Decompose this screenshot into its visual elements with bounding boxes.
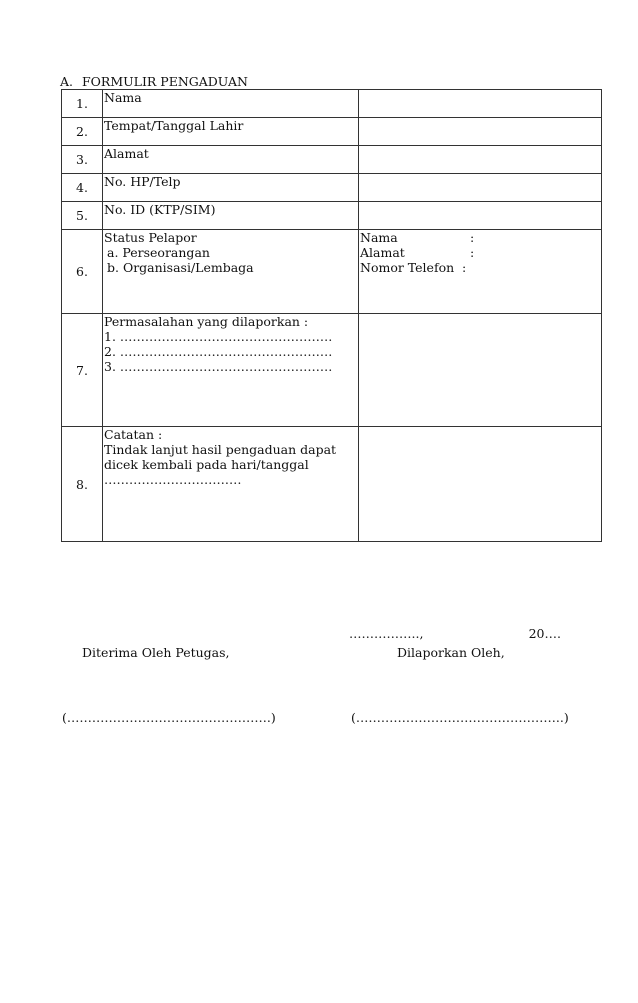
form-row-name: [62, 90, 602, 118]
field-value-name[interactable]: [359, 90, 602, 118]
notes-line: Tindak lanjut hasil pengaduan dapat: [104, 442, 337, 457]
form-row-notes: [62, 427, 602, 542]
row-number: 5.: [62, 202, 103, 230]
detail-colon: :: [470, 230, 475, 245]
form-row-id: [62, 202, 602, 230]
section-title-text: FORMULIR PENGADUAN: [82, 74, 248, 89]
notes-label: Catatan :: [104, 427, 163, 442]
detail-key: Nomor Telefon: [360, 260, 455, 275]
reported-by-label: Dilaporkan Oleh,: [397, 645, 505, 660]
field-value-id[interactable]: [359, 202, 602, 230]
problems-label: Permasalahan yang dilaporkan :: [104, 314, 309, 329]
detail-colon: :: [462, 260, 467, 275]
form-row-reporter-status: [62, 230, 602, 314]
row-number: 3.: [62, 146, 103, 174]
signature-place-blank[interactable]: ……………..,: [349, 626, 424, 641]
reporter-details-cell: [359, 230, 602, 314]
form-row-problems: [62, 314, 602, 427]
field-label-birth: Tempat/Tanggal Lahir: [103, 118, 359, 146]
signature-year[interactable]: 20….: [528, 626, 561, 641]
row-number: 7.: [62, 314, 103, 427]
field-label-address: Alamat: [103, 146, 359, 174]
form-row-address: [62, 146, 602, 174]
problem-item[interactable]: 1. ……………………………………………: [104, 329, 333, 344]
received-by-label: Diterima Oleh Petugas,: [82, 645, 230, 660]
field-label-phone: No. HP/Telp: [103, 174, 359, 202]
field-value-birth[interactable]: [359, 118, 602, 146]
reporter-signature-line[interactable]: (…………………………………………..): [351, 710, 569, 725]
notes-cell: [103, 427, 359, 542]
problems-cell: [103, 314, 359, 427]
row-number: 6.: [62, 230, 103, 314]
reporter-status-cell: [103, 230, 359, 314]
field-value-phone[interactable]: [359, 174, 602, 202]
reporter-detail-phone[interactable]: [360, 260, 601, 275]
row-number: 4.: [62, 174, 103, 202]
form-row-phone: [62, 174, 602, 202]
reporter-option-individual[interactable]: a. Perseorangan: [107, 245, 210, 260]
problem-item[interactable]: 3. ……………………………………………: [104, 359, 333, 374]
problems-value[interactable]: [359, 314, 602, 427]
notes-date-blank[interactable]: ……………………………: [104, 472, 242, 487]
notes-line: dicek kembali pada hari/tanggal: [104, 457, 309, 472]
section-number: A.: [60, 74, 74, 89]
signature-date: [349, 626, 561, 641]
section-title: [60, 74, 248, 89]
detail-key: Alamat: [360, 245, 405, 260]
reporter-option-organization[interactable]: b. Organisasi/Lembaga: [107, 260, 254, 275]
field-value-address[interactable]: [359, 146, 602, 174]
row-number: 2.: [62, 118, 103, 146]
reporter-detail-name[interactable]: [360, 230, 601, 245]
notes-value[interactable]: [359, 427, 602, 542]
field-label-id: No. ID (KTP/SIM): [103, 202, 359, 230]
row-number: 8.: [62, 427, 103, 542]
reporter-status-label: Status Pelapor: [104, 230, 197, 245]
problem-item[interactable]: 2. ……………………………………………: [104, 344, 333, 359]
row-number: 1.: [62, 90, 103, 118]
form-row-birth: [62, 118, 602, 146]
detail-colon: :: [470, 245, 475, 260]
complaint-form-table: [61, 89, 602, 542]
detail-key: Nama: [360, 230, 398, 245]
reporter-detail-address[interactable]: [360, 245, 601, 260]
officer-signature-line[interactable]: (………………………………………….): [62, 710, 276, 725]
field-label-name: Nama: [103, 90, 359, 118]
